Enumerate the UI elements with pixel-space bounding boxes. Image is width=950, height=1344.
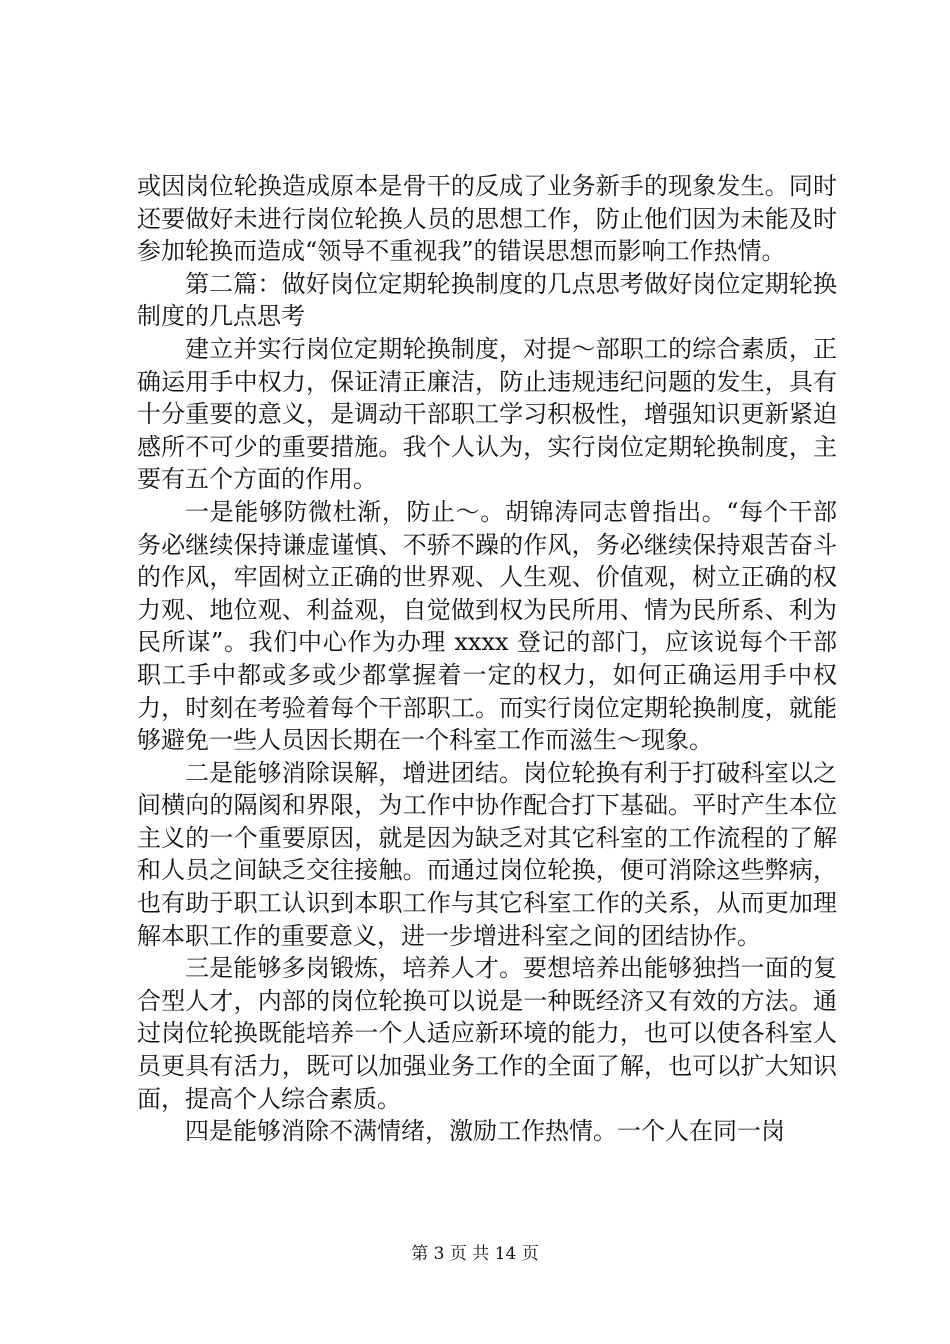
paragraph-intro: 建立并实行岗位定期轮换制度，对提～部职工的综合素质，正确运用手中权力，保证清正廉洁，防止违规违纪问题的发生，具有十分重要的意义，是调动干部职工学习积极性，增强知识更新紧迫感所不可少的重要措施。我个人认为，实行岗位定期轮换制度，主要有五个方面的作用。 [137,334,837,494]
paragraph-point-three: 三是能够多岗锻炼，培养人才。要想培养出能够独挡一面的复合型人才，内部的岗位轮换可以说是一种既经济又有效的方法。通过岗位轮换既能培养一个人适应新环境的能力，也可以使各科室人员更具有活力，既可以加强业务工作的全面了解，也可以扩大知识面，提高个人综合素质。 [137,954,837,1113]
page-footer: 第 3 页 共 14 页 [411,1244,539,1264]
paragraph-continuation: 或因岗位轮换造成原本是骨干的反成了业务新手的现象发生。同时还要做好未进行岗位轮换人员的思想工作，防止他们因为未能及时参加轮换而造成“领导不重视我”的错误思想而影响工作热情。 [137,172,837,266]
paragraph-point-four: 四是能够消除不满情绪，激励工作热情。一个人在同一岗 [185,1117,785,1146]
section-heading: 第二篇：做好岗位定期轮换制度的几点思考做好岗位定期轮换制度的几点思考 [137,269,837,331]
document-body [137,170,837,1148]
paragraph-point-two: 二是能够消除误解，增进团结。岗位轮换有利于打破科室以之间横向的隔阂和界限，为工作中协作配合打下基础。平时产生本位主义的一个重要原因，就是因为缺乏对其它科室的工作流程的了解和人员之间缺乏交往接触。而通过岗位轮换，便可消除这些弊病，也有助于职工认识到本职工作与其它科室工作的关系，从而更加理解本职工作的重要意义，进一步增进科室之间的团结协作。 [137,758,837,950]
paragraph-point-one: 一是能够防微杜渐，防止～。胡锦涛同志曾指出。“每个干部务必继续保持谦虚谨慎、不骄不躁的作风，务必继续保持艰苦奋斗的作风，牢固树立正确的世界观、人生观、价值观，树立正确的权力观、地位观、利益观，自觉做到权为民所用、情为民所系、利为民所谋”。我们中心作为办理 xxxx 登记的部门，应该说每个干部职工手中都或多或少都掌握着一定的权力，如何正确运用手中权力，时刻在考验着每个干部职工。而实行岗位定期轮换制度，就能够避免一些人员因长期在一个科室工作而滋生～现象。 [137,497,837,755]
